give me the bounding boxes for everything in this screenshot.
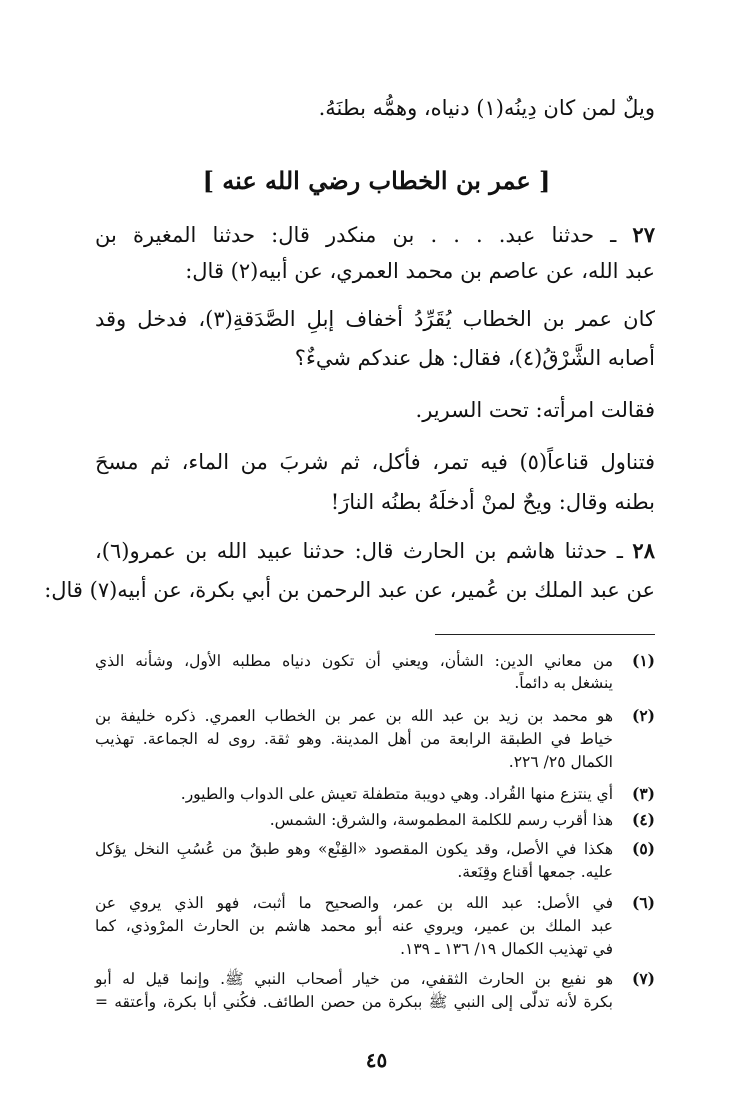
footnote-number: (٤) [631,810,655,829]
paragraph-28-line-1: ٢٨ ـ حدثنا هاشم بن الحارث قال: حدثنا عبيد الله بن عمرو(٦)، [95,538,655,563]
footnote-4: (٤) هذا أقرب رسم للكلمة المطموسة، والشرق: الشمس. [269,810,655,829]
opening-line: ويلٌ لمن كان دِينُه(١) دنياه، وهمُّه بطنَهُ. [318,96,655,120]
narration-line-1: كان عمر بن الخطاب يُقَرِّدُ أخفاف إبلِ الصَّدَقةِ(٣)، فدخل وقد [95,307,655,331]
footnote-3: (٣) أي ينتزع منها القُراد. وهي دويبة متطفلة تعيش على الدواب والطيور. [180,784,655,803]
paragraph-28-line-2: عن عبد الملك بن عُمير، عن عبد الرحمن بن أبي بكرة، عن أبيه(٧) قال: [44,578,655,602]
footnote-6: (٦) في الأصل: عبد الله بن عمر، والصحيح ما أثبت، فهو الذي يروي عن عبد الملك بن عمير، ويروي عنه أبو محمد هاشم بن الحارث المرْوذي، كما في تهذيب الكمال ١٩/ ١٣٦ ـ ١٣٩. [95,893,655,958]
paragraph-27-line-2: عبد الله، عن عاصم بن محمد العمري، عن أبيه(٢) قال: [185,259,655,283]
footnote-1: (١) من معاني الدين: الشأن، ويعني أن تكون دنياه مطلبه الأول، وشأنه الذي ينشغل به دائماً. [95,651,655,692]
footnote-number: (٦) [631,893,655,912]
footnote-separator [435,634,655,635]
hadith-number-27: ٢٧ [632,222,655,247]
footnote-5: (٥) هكذا في الأصل، وقد يكون المقصود «القِنْع» وهو طبقٌ من عُسُبِ النخل يؤكل عليه. جمعها أقناع وقِنَعة. [95,839,655,881]
footnote-7: (٧) هو نفيع بن الحارث الثقفي، من خيار أصحاب النبي ﷺ. وإنما قيل له أبو بكرة لأنه تدلّى إلى النبي ﷺ ببكرة من حصن الطائف. فكُني أبا بكرة، وأعتقه = [95,969,655,1011]
section-heading: [ عمر بن الخطاب رضي الله عنه ] [202,166,551,195]
narration-line-5: بطنه وقال: ويحٌ لمنْ أدخلَهُ بطنُه النارَ! [330,490,655,514]
narration-line-2: أصابه الشَّرْقُ(٤)، فقال: هل عندكم شيءٌ؟ [294,346,655,370]
footnote-2: (٢) هو محمد بن زيد بن عبد الله بن عمر بن الخطاب العمري. ذكره خليفة بن خياط في الطبقة الرابعة من أهل المدينة. وهو ثقة. روى له الجماعة. تهذيب الكمال ٢٥/ ٢٢٦. [95,706,655,771]
footnote-number: (٧) [631,969,655,988]
footnote-number: (٥) [631,839,655,858]
footnote-number: (٣) [631,784,655,803]
paragraph-27-line-1: ٢٧ ـ حدثنا عبد. . . . بن منكدر قال: حدثنا المغيرة بن [95,222,655,247]
page-number: ٤٥ [365,1048,388,1072]
narration-line-4: فتناول قناعاً(٥) فيه تمر، فأكل، ثم شربَ من الماء، ثم مسحَ [95,450,655,474]
footnote-number: (٢) [631,706,655,725]
narration-line-3: فقالت امرأته: تحت السرير. [415,398,655,422]
hadith-number-28: ٢٨ [632,538,655,563]
footnote-number: (١) [631,651,655,670]
